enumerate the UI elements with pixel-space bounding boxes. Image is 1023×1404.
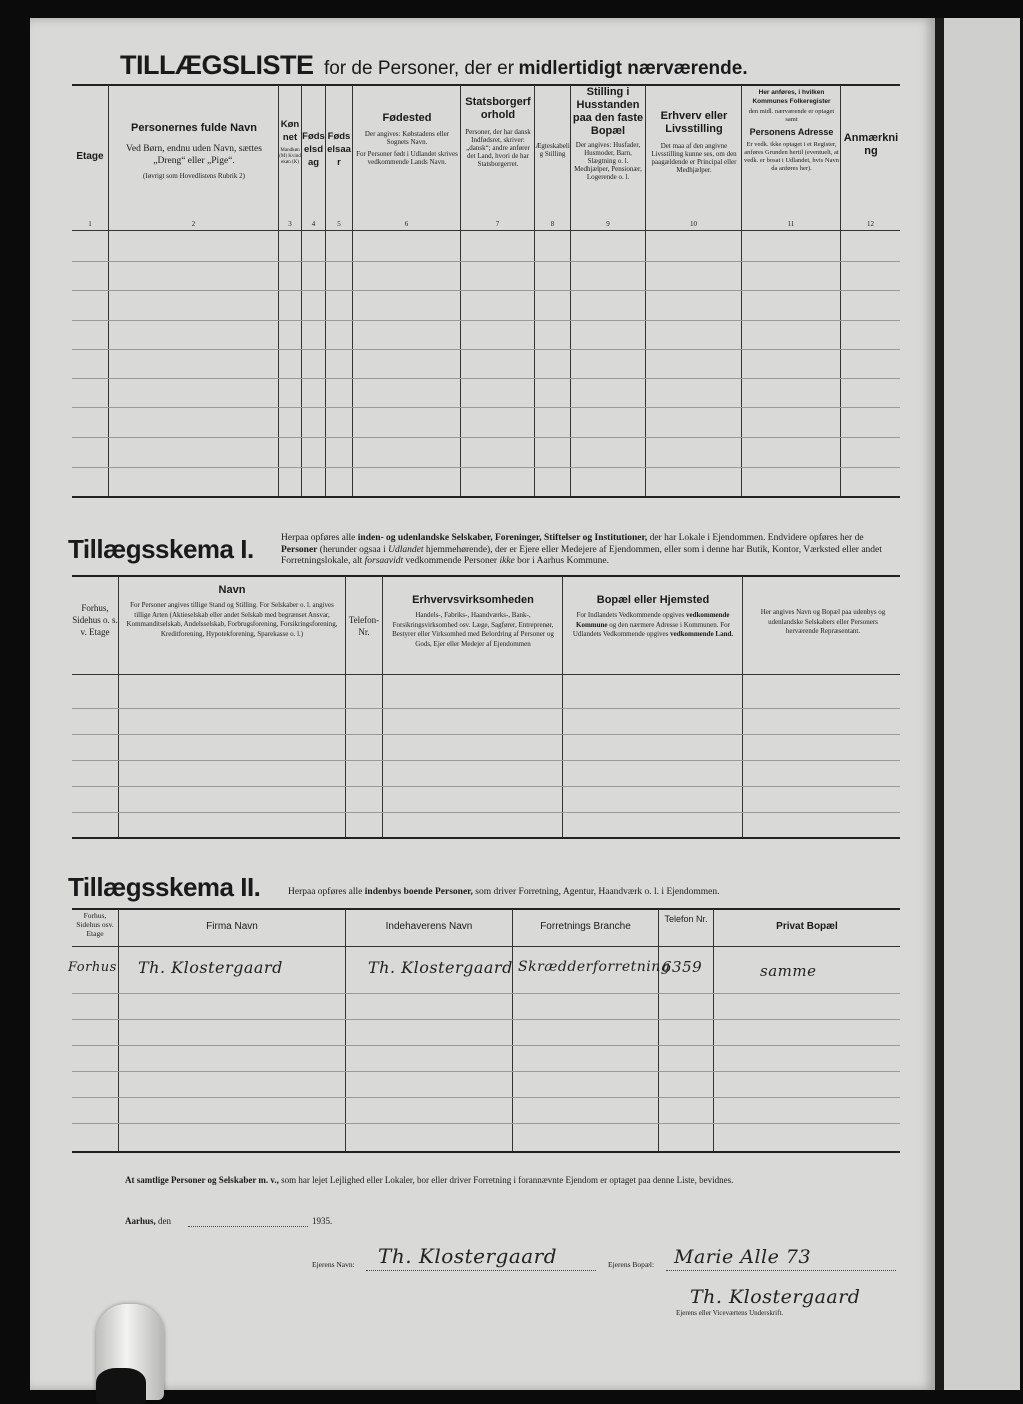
skema2-col-firm: Firma Navn xyxy=(206,921,258,932)
skema2-title: Tillægsskema II. xyxy=(68,872,261,902)
col-number: 4 xyxy=(311,220,316,228)
skema2-col-branch: Forretnings Branche xyxy=(540,921,631,932)
date-line xyxy=(188,1226,308,1227)
row-rule xyxy=(72,437,900,438)
row-rule xyxy=(72,320,900,321)
col-household-header: Stilling i Husstanden paa den faste Bopæl Der angives: Husfader, Husmoder, Barn, Slægtning o. l. Medhjælper, Pensionær, Logerende o. l. xyxy=(572,86,644,181)
footer-date: Aarhus, den xyxy=(125,1216,172,1226)
owner-address-label: Ejerens Bopæl: xyxy=(608,1260,655,1269)
skema2-col-phone: Telefon Nr. xyxy=(664,914,708,924)
row-rule xyxy=(72,760,900,761)
skema1-top xyxy=(72,575,900,577)
row-rule xyxy=(72,261,900,262)
next-page-edge xyxy=(944,18,1020,1390)
row-rule xyxy=(72,1123,900,1124)
row1-firm: Th. Klostergaard xyxy=(138,958,283,977)
col-divider xyxy=(512,909,513,1151)
row-rule xyxy=(72,786,900,787)
skema1-header-bottom xyxy=(72,674,900,675)
title-rest: for de Personer, der er xyxy=(323,58,515,79)
col-number: 8 xyxy=(550,220,555,228)
skema2-header-bottom xyxy=(72,946,900,947)
col-divider xyxy=(742,576,743,837)
main-table-bottom xyxy=(72,496,900,498)
main-table-top xyxy=(72,84,900,86)
skema2-col-etage: Forhus, Sidehus osv. Etage xyxy=(76,911,114,938)
col-number: 10 xyxy=(690,220,697,228)
form-page xyxy=(30,18,935,1390)
col-birthyear-header: Fødselsaar xyxy=(327,131,351,168)
skema1-bottom xyxy=(72,837,900,839)
col-etage-header: Etage xyxy=(76,151,104,162)
col-number: 5 xyxy=(337,220,341,228)
row1-etage: Forhus xyxy=(68,960,117,975)
main-table-header-bottom xyxy=(72,230,900,231)
row-rule xyxy=(72,1071,900,1072)
col-number: 3 xyxy=(288,220,292,228)
row-rule xyxy=(72,407,900,408)
col-number: 1 xyxy=(88,220,92,228)
row-rule xyxy=(72,1097,900,1098)
skema2-bottom xyxy=(72,1151,900,1153)
skema2-col-owner: Indehaverens Navn xyxy=(385,921,473,932)
col-divider xyxy=(345,909,346,1151)
col-divider xyxy=(658,909,659,1151)
row-rule xyxy=(72,708,900,709)
col-number: 2 xyxy=(191,220,196,228)
row1-branch: Skrædderforretning xyxy=(518,959,671,975)
signature: Th. Klostergaard xyxy=(690,1286,861,1308)
row-rule xyxy=(72,1045,900,1046)
col-divider xyxy=(382,576,383,837)
skema1-intro: Herpaa opføres alle inden- og udenlandske Selskaber, Foreninger, Stiftelser og Institutioner, der har Lokale i Ejendommen. Endvidere opføres her de Personer (herunder ogsaa i Udlandet hjemmehørende), der er Ejere eller Medejere af Ejendommen, eller som i denne har Butik, Kontor, Værksted eller andet Forretningslokale, alt forsaavidt vedkommende Personer ikke bor i Aarhus Kommune. xyxy=(281,533,882,566)
owner-name-line xyxy=(366,1270,596,1271)
col-number: 12 xyxy=(867,220,874,228)
col-divider xyxy=(713,909,714,1151)
skema2-intro: Herpaa opføres alle indenbys boende Personer, som driver Forretning, Agentur, Haandværk o. l. i Ejendommen. xyxy=(288,887,720,897)
clip-shadow xyxy=(96,1368,146,1404)
row-rule xyxy=(72,993,900,994)
skema1-title: Tillægsskema I. xyxy=(68,534,254,564)
row-rule xyxy=(72,349,900,350)
skema1-col-representative: Her angives Navn og Bopæl paa udenbys og udenlandske Selskabers eller Personers herværende Repræsentant. xyxy=(760,608,886,635)
skema1-col-name: Navn For Personer angives tillige Stand og Stilling. For Selskaber o. l. angives tillige Arten (Aktieselskab eller andet Selskab med begrænset Ansvar, Kommanditselskab, Andelsselskab, Forbrugsforening, Forsikringsforening, Kreditforening, Hypotekforening, Sparekasse o. l.) xyxy=(126,584,338,638)
skema2-top xyxy=(72,908,900,910)
row-rule xyxy=(72,290,900,291)
col-divider xyxy=(118,576,119,837)
col-remark-header: Anmærkning xyxy=(843,132,899,157)
col-divider xyxy=(118,909,119,1151)
book-spine xyxy=(935,18,944,1390)
row-rule xyxy=(72,378,900,379)
col-number: 11 xyxy=(787,220,795,228)
main-title xyxy=(120,50,748,81)
row1-owner: Th. Klostergaard xyxy=(368,958,513,977)
owner-name-label: Ejerens Navn: xyxy=(312,1260,355,1269)
row1-address: samme xyxy=(760,962,817,980)
skema2-col-address: Privat Bopæl xyxy=(776,921,838,932)
title-bold-2: midlertidigt nærværende. xyxy=(518,58,748,79)
col-divider xyxy=(562,576,563,837)
skema1-col-residence: Bopæl eller Hjemsted For Indlandets Vedkommende opgives vedkommende Kommune og den nærmere Adresse i Kommunen. For Udlandets Vedkommende opgives vedkommende Land. xyxy=(572,594,734,638)
row1-phone: 6359 xyxy=(662,958,703,976)
col-name-header: Personernes fulde Navn Ved Børn, endnu uden Navn, sættes „Dreng“ eller „Pige“. (Iøvrigt som Hovedlistens Rubrik 2) xyxy=(126,122,262,180)
col-occupation-header: Erhverv eller Livsstilling Det maa af den angivne Livsstilling kunne ses, om den paagældende er Principal eller Medhjælper. xyxy=(651,110,737,174)
col-birthday-header: Fødselsdag xyxy=(302,131,325,168)
col-number: 9 xyxy=(606,220,610,228)
col-registry-header: Her anføres, i hvilken Kommunes Folkeregister den midl. nærværende er optaget samt Personens Adresse Er vedk. ikke optaget i et Register, anføres Grunden hertil (eventuelt, at vedk. er bosat i Udlandet, hvis Navn da anføres her). xyxy=(744,89,839,172)
skema1-col-etage: Forhus, Sidehus o. s. v. Etage xyxy=(72,603,118,637)
row-rule xyxy=(72,734,900,735)
col-number: 6 xyxy=(404,220,409,228)
owner-name: Th. Klostergaard xyxy=(378,1244,558,1268)
col-marital-header: Ægteskabelig Stilling xyxy=(535,142,570,158)
owner-address-line xyxy=(666,1270,896,1271)
signature-label: Ejerens eller Viceværtens Underskrift. xyxy=(676,1309,784,1317)
row-rule xyxy=(72,1019,900,1020)
row-rule xyxy=(72,812,900,813)
skema1-col-business: Erhvervsvirksomheden Handels-, Fabriks-, Haandværks-, Bank-, Forsikringsvirksomhed osv. Læge, Sagfører, Entreprenør, Bestyrer eller Virksomhed med Belordring af Personer og Gods, Ejer eller Medejer af Ejendommen xyxy=(392,594,554,648)
title-bold: TILLÆGSLISTE xyxy=(120,50,314,80)
row-rule xyxy=(72,467,900,468)
col-citizenship-header: Statsborgerforhold Personer, der har dansk Indfødsret, skriver: „dansk“; andre anfører det Land, hvori de har Statsborgerret. xyxy=(465,96,531,168)
footer-year: 1935. xyxy=(312,1216,333,1226)
skema1-col-phone: Telefon-Nr. xyxy=(348,615,380,637)
footer-statement: At samtlige Personer og Selskaber m. v., som har lejet Lejlighed eller Lokaler, bor eller driver Forretning i forannævnte Ejendom er optaget paa denne Liste, bevidnes. xyxy=(125,1175,734,1185)
col-sex-header: Kønnet Mandkøn (M) Kvindekøn (K) xyxy=(279,119,301,165)
col-number: 7 xyxy=(495,220,500,228)
col-birthplace-header: Fødested Der angives: Købstadens eller Sognets Navn. For Personer født i Udlandet skrives vedkommende Lands Navn. xyxy=(356,112,458,166)
owner-address: Marie Alle 73 xyxy=(674,1246,812,1268)
